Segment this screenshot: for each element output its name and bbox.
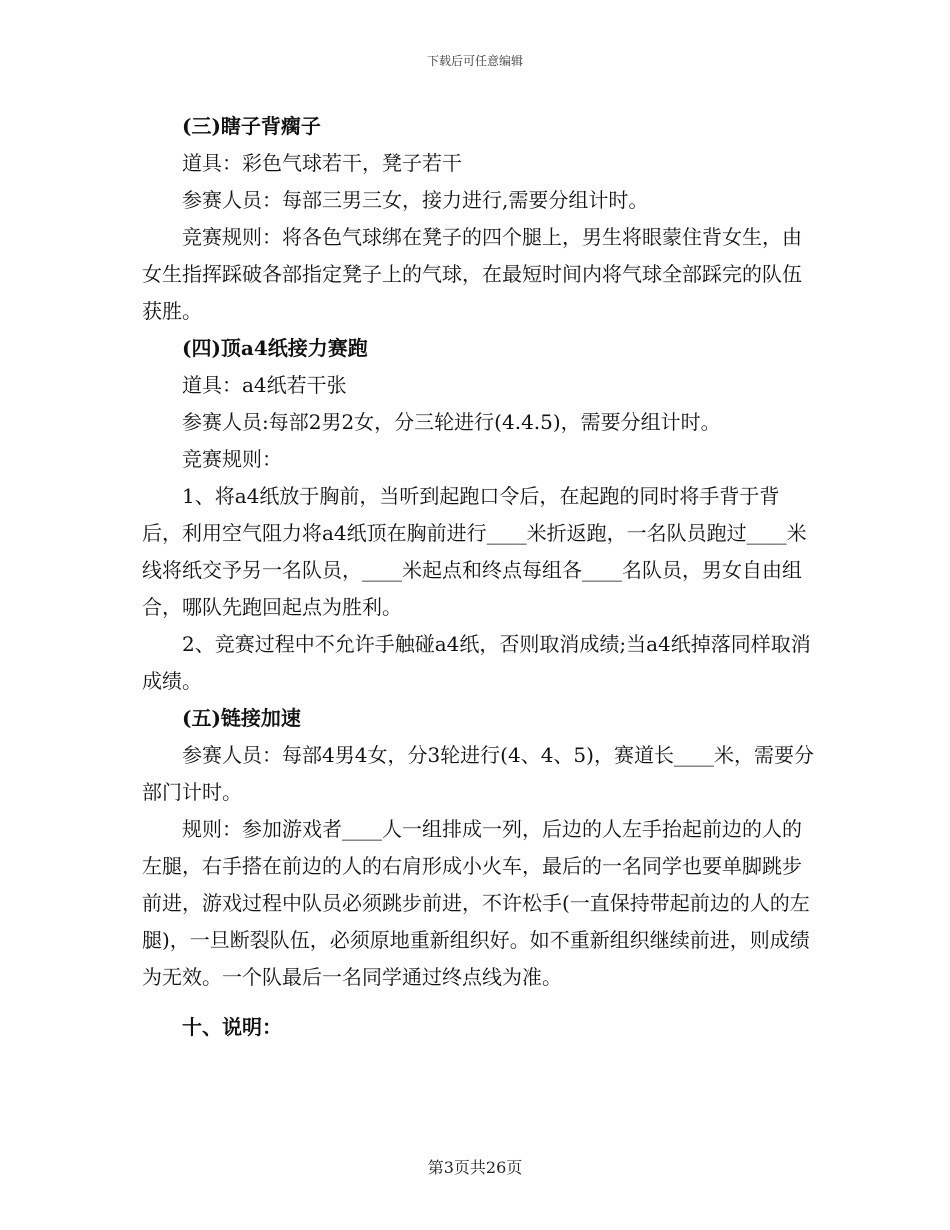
section-4-rules-label: 竞赛规则： [182, 447, 282, 471]
section-5-rules: 规则：参加游戏者____人一组排成一列，后边的人左手抬起前边的人的左腿，右手搭在前边的人的右肩形成小火车，最后的一名同学也要单脚跳步前进，游戏过程中队员必须跳步前进，不许松手(一直保持带起前边的人的左腿)，一旦断裂队伍，必须原地重新组织好。如不重新组织继续前进，则成绩为无效。一个队最后一名同学通过终点线为准。 [142, 817, 810, 989]
section-3-props: 道具：彩色气球若干，凳子若干 [182, 151, 462, 175]
section-4-props: 道具：a4纸若干张 [182, 373, 347, 397]
header-note: 下载后可任意编辑 [426, 54, 523, 68]
section-4-rule-1: 1、将a4纸放于胸前，当听到起跑口令后，在起跑的同时将手背于背后，利用空气阻力将a4纸顶在胸前进行____米折返跑，一名队员跑过____米线将纸交予另一名队员，____米起点和终点每组各____名队员，男女自由组合，哪队先跑回起点为胜利。 [142, 484, 807, 619]
section-title-10: 十、说明： [182, 1015, 282, 1039]
document-body [142, 108, 814, 1046]
section-3-rules: 竞赛规则：将各色气球绑在凳子的四个腿上，男生将眼蒙住背女生，由女生指挥踩破各部指定凳子上的气球，在最短时间内将气球全部踩完的队伍获胜。 [142, 225, 802, 323]
section-4-participants: 参赛人员:每部2男2女，分三轮进行(4.4.5)，需要分组计时。 [182, 410, 721, 434]
page-number: 第3页共26页 [427, 1158, 523, 1177]
section-title-3: (三)瞎子背瘸子 [182, 114, 321, 138]
section-title-5: (五)链接加速 [182, 706, 301, 730]
section-5-participants: 参赛人员：每部4男4女，分3轮进行(4、4、5)，赛道长____米，需要分部门计时。 [142, 743, 814, 804]
section-4-rule-2: 2、竞赛过程中不允许手触碰a4纸，否则取消成绩;当a4纸掉落同样取消成绩。 [142, 632, 811, 693]
section-title-4: (四)顶a4纸接力赛跑 [182, 336, 368, 360]
section-3-participants: 参赛人员：每部三男三女，接力进行,需要分组计时。 [182, 188, 649, 212]
